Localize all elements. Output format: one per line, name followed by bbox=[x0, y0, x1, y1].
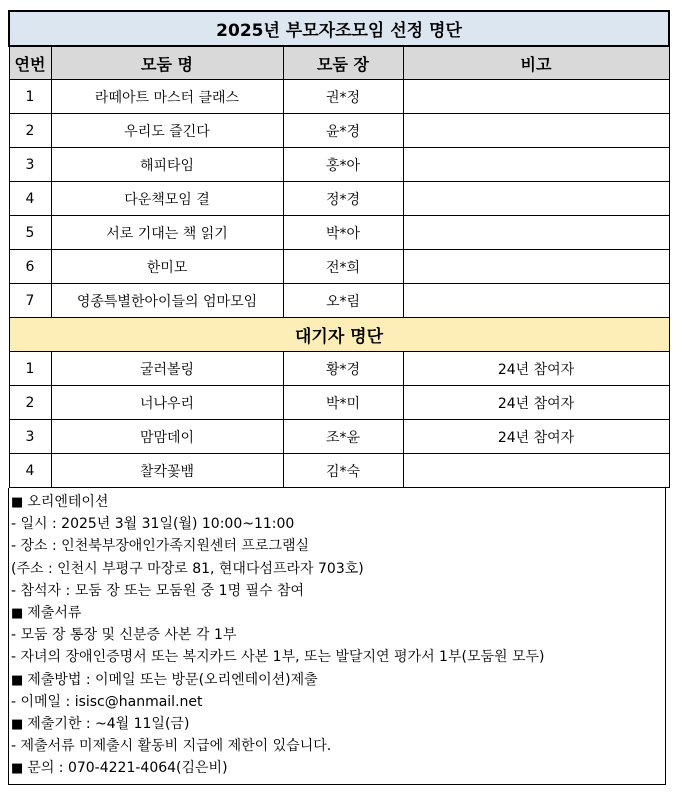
note-line bbox=[11, 558, 665, 580]
cell-leader: 권*정 bbox=[283, 80, 403, 114]
note-text: 제출기한 : ~4월 11일(금) bbox=[27, 715, 190, 732]
table-row bbox=[9, 114, 669, 148]
cell-no: 1 bbox=[9, 352, 51, 386]
note-line bbox=[11, 624, 665, 646]
cell-leader: 정*경 bbox=[283, 182, 403, 216]
note-text: 제출서류 bbox=[27, 604, 82, 621]
note-text: 제출방법 : 이메일 또는 방문(오리엔테이션)제출 bbox=[27, 671, 318, 688]
table-row bbox=[9, 182, 669, 216]
header-group: 모둠 명 bbox=[51, 46, 283, 80]
table-row bbox=[9, 250, 669, 284]
square-bullet-icon: ■ bbox=[11, 672, 24, 688]
cell-leader: 전*희 bbox=[283, 250, 403, 284]
cell-no: 3 bbox=[9, 420, 51, 454]
note-text: - 일시 : 2025년 3월 31일(월) 10:00~11:00 bbox=[11, 516, 295, 533]
notes-section bbox=[8, 488, 666, 785]
cell-note bbox=[403, 216, 669, 250]
page-title: 2025년 부모자조모임 선정 명단 bbox=[9, 11, 669, 46]
cell-note bbox=[403, 114, 669, 148]
cell-group: 서로 기대는 책 읽기 bbox=[51, 216, 283, 250]
note-line bbox=[11, 602, 665, 624]
note-line bbox=[11, 713, 665, 735]
note-line bbox=[11, 513, 665, 535]
note-line bbox=[11, 580, 665, 602]
table-row bbox=[9, 420, 669, 454]
cell-note: 24년 참여자 bbox=[403, 420, 669, 454]
square-bullet-icon: ■ bbox=[11, 605, 24, 621]
cell-note bbox=[403, 284, 669, 318]
cell-group: 찰칵꽃뱀 bbox=[51, 454, 283, 488]
cell-note bbox=[403, 454, 669, 488]
note-line bbox=[11, 691, 665, 713]
note-line bbox=[11, 669, 665, 691]
cell-no: 2 bbox=[9, 386, 51, 420]
note-line bbox=[11, 735, 665, 757]
note-line bbox=[11, 757, 665, 779]
cell-leader: 홍*아 bbox=[283, 148, 403, 182]
table-row bbox=[9, 454, 669, 488]
header-leader: 모둠 장 bbox=[283, 46, 403, 80]
cell-group: 너나우리 bbox=[51, 386, 283, 420]
cell-leader: 조*윤 bbox=[283, 420, 403, 454]
note-text: - 참석자 : 모둠 장 또는 모둠원 중 1명 필수 참여 bbox=[11, 582, 305, 599]
table-body bbox=[9, 11, 669, 488]
cell-group: 영종특별한아이들의 엄마모임 bbox=[51, 284, 283, 318]
cell-leader: 윤*경 bbox=[283, 114, 403, 148]
note-text: 문의 : 070-4221-4064(김은비) bbox=[27, 760, 228, 777]
square-bullet-icon: ■ bbox=[11, 716, 24, 732]
table-row bbox=[9, 216, 669, 250]
note-text: - 이메일 : isisc@hanmail.net bbox=[11, 693, 203, 710]
cell-no: 2 bbox=[9, 114, 51, 148]
header-row bbox=[9, 46, 669, 80]
note-text: 오리엔테이션 bbox=[27, 494, 109, 510]
title-row bbox=[9, 11, 669, 46]
cell-leader: 오*림 bbox=[283, 284, 403, 318]
cell-leader: 김*숙 bbox=[283, 454, 403, 488]
note-line bbox=[11, 491, 665, 513]
waitlist-title: 대기자 명단 bbox=[9, 318, 669, 352]
table-row bbox=[9, 148, 669, 182]
note-line bbox=[11, 535, 665, 557]
cell-group: 우리도 즐긴다 bbox=[51, 114, 283, 148]
cell-group: 맘맘데이 bbox=[51, 420, 283, 454]
cell-no: 6 bbox=[9, 250, 51, 284]
waitlist-title-row bbox=[9, 318, 669, 352]
table-row bbox=[9, 352, 669, 386]
cell-no: 5 bbox=[9, 216, 51, 250]
cell-note bbox=[403, 182, 669, 216]
cell-group: 한미모 bbox=[51, 250, 283, 284]
selection-table bbox=[8, 10, 670, 488]
header-note: 비고 bbox=[403, 46, 669, 80]
table-row bbox=[9, 80, 669, 114]
square-bullet-icon: ■ bbox=[11, 495, 24, 510]
selection-sheet bbox=[8, 10, 668, 785]
cell-leader: 박*미 bbox=[283, 386, 403, 420]
cell-no: 4 bbox=[9, 454, 51, 488]
cell-group: 라떼아트 마스터 클래스 bbox=[51, 80, 283, 114]
cell-no: 1 bbox=[9, 80, 51, 114]
cell-group: 굴러볼링 bbox=[51, 352, 283, 386]
cell-group: 다운책모임 결 bbox=[51, 182, 283, 216]
cell-no: 4 bbox=[9, 182, 51, 216]
cell-note bbox=[403, 80, 669, 114]
table-row bbox=[9, 284, 669, 318]
note-text: - 모둠 장 통장 및 신분증 사본 각 1부 bbox=[11, 627, 237, 644]
cell-leader: 황*경 bbox=[283, 352, 403, 386]
cell-note bbox=[403, 250, 669, 284]
cell-note bbox=[403, 148, 669, 182]
note-text: - 자녀의 장애인증명서 또는 복지카드 사본 1부, 또는 발달지연 평가서 1부(모둠원 모두) bbox=[11, 649, 545, 666]
cell-no: 3 bbox=[9, 148, 51, 182]
cell-note: 24년 참여자 bbox=[403, 352, 669, 386]
note-text: (주소 : 인천시 부평구 마장로 81, 현대다섬프라자 703호) bbox=[11, 560, 364, 577]
square-bullet-icon: ■ bbox=[11, 761, 24, 777]
note-line bbox=[11, 646, 665, 668]
cell-no: 7 bbox=[9, 284, 51, 318]
note-text: - 제출서류 미제출시 활동비 지급에 제한이 있습니다. bbox=[11, 738, 332, 755]
note-text: - 장소 : 인천북부장애인가족지원센터 프로그램실 bbox=[11, 538, 310, 555]
table-row bbox=[9, 386, 669, 420]
cell-leader: 박*아 bbox=[283, 216, 403, 250]
cell-group: 해피타임 bbox=[51, 148, 283, 182]
header-no: 연번 bbox=[9, 46, 51, 80]
cell-note: 24년 참여자 bbox=[403, 386, 669, 420]
